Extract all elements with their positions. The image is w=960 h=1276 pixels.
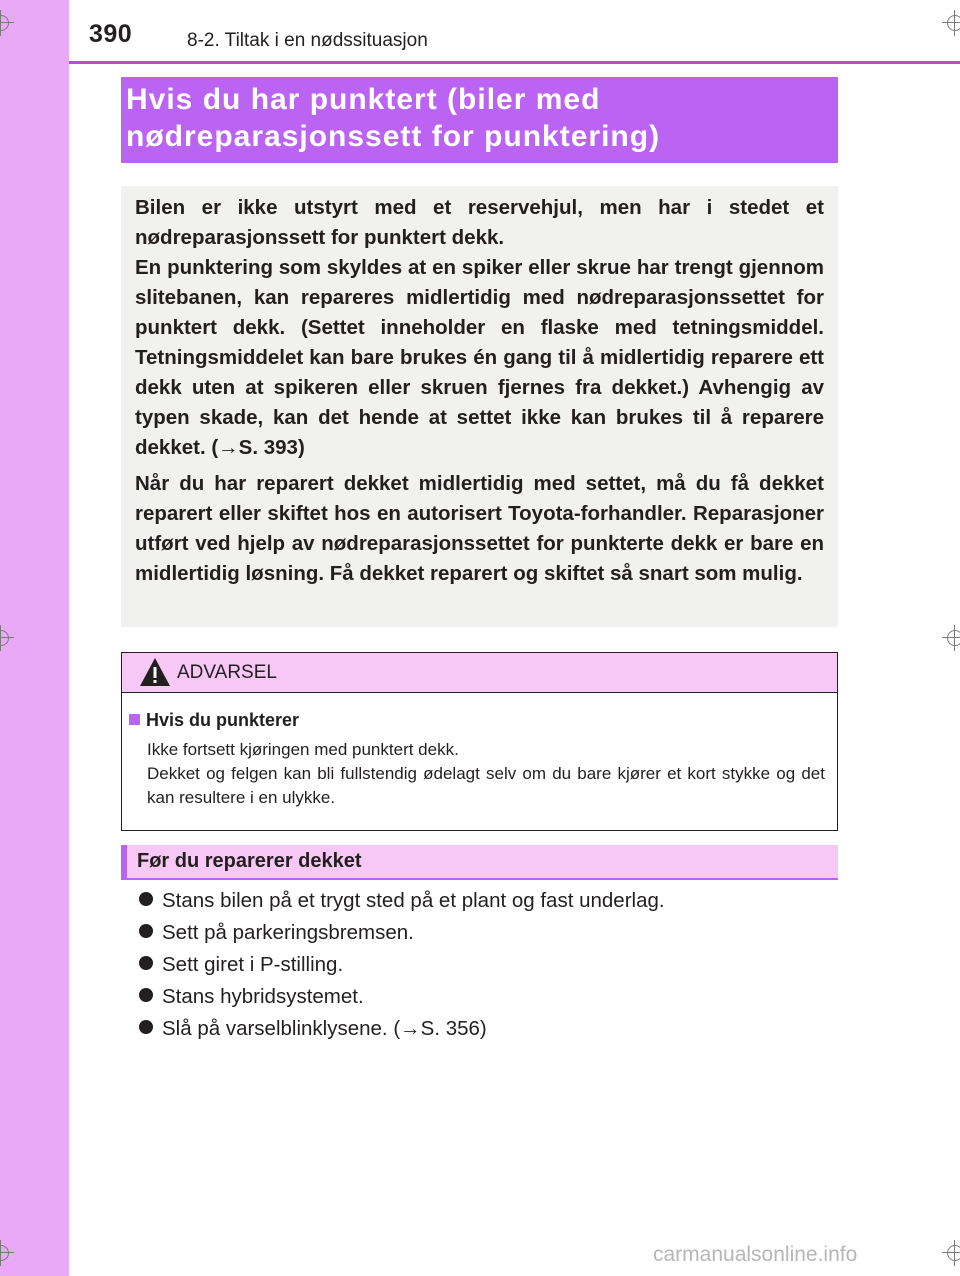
bullet-icon xyxy=(139,924,153,938)
list-item xyxy=(139,921,414,945)
page-title-line-2: nødreparasjonssett for punktering) xyxy=(126,120,661,153)
warning-box xyxy=(121,652,838,831)
bullet-icon xyxy=(139,1020,153,1034)
header-rule xyxy=(69,61,960,64)
list-item-text: Slå på varselblinklysene. (→S. 356) xyxy=(162,1017,487,1040)
before-repair-heading: Før du reparerer dekket xyxy=(137,850,362,872)
page-number: 390 xyxy=(89,20,133,48)
intro-paragraph-2: En punktering som skyldes at en spiker eller skrue har trengt gjennom slitebanen, kan repareres midlertidig med nødreparasjonssettet for punktert dekk. (Settet inneholder en flaske med tetningsmiddel. Tetningsmiddelet kan bare brukes én gang til å midlertidig reparere ett dekk uten at spikeren eller skruen fjernes fra dekket.) Avhengig av typen skade, kan det hende at settet ikke kan brukes til å reparere dekket. (→S. 393) xyxy=(135,256,824,459)
list-item xyxy=(139,889,665,913)
crop-mark-icon xyxy=(0,1240,14,1266)
bullet-icon xyxy=(139,956,153,970)
list-item-text: Sett giret i P-stilling. xyxy=(162,953,344,976)
section-reference: 8-2. Tiltak i en nødssituasjon xyxy=(187,30,428,51)
crop-mark-icon xyxy=(942,1240,960,1266)
square-bullet-icon xyxy=(129,714,140,725)
list-item-text: Stans hybridsystemet. xyxy=(162,985,364,1008)
intro-paragraph-1: Bilen er ikke utstyrt med et reservehjul, men har i stedet et nødreparasjonssett for punktert dekk. xyxy=(135,196,824,249)
crop-mark-icon xyxy=(942,625,960,651)
bullet-icon xyxy=(139,988,153,1002)
bullet-icon xyxy=(139,892,153,906)
warning-body xyxy=(147,738,825,810)
warning-line-2: Dekket og felgen kan bli fullstendig ødelagt selv om du bare kjører et kort stykke og det kan resultere i en ulykke. xyxy=(147,764,825,807)
warning-line-1: Ikke fortsett kjøringen med punktert dekk. xyxy=(147,740,459,759)
crop-mark-icon xyxy=(0,10,14,36)
intro-paragraph-3: Når du har reparert dekket midlertidig med settet, må du få dekket reparert eller skiftet hos en autorisert Toyota-forhandler. Reparasjoner utført ved hjelp av nødreparasjonssettet for punkterte dekk er bare en midlertidig løsning. Få dekket reparert og skiftet så snart som mulig. xyxy=(135,472,824,585)
list-item-text: Stans bilen på et trygt sted på et plant og fast underlag. xyxy=(162,889,665,912)
warning-triangle-icon xyxy=(139,657,171,687)
list-item xyxy=(139,985,364,1009)
crop-mark-icon xyxy=(942,10,960,36)
watermark: carmanualsonline.info xyxy=(653,1243,858,1266)
crop-mark-icon xyxy=(0,625,14,651)
before-repair-heading-bar xyxy=(121,845,838,880)
page-title-line-1: Hvis du har punktert (biler med xyxy=(126,83,601,116)
warning-subheading xyxy=(129,710,299,731)
warning-header xyxy=(122,653,837,693)
list-item xyxy=(139,1017,487,1041)
page-title xyxy=(126,81,826,155)
warning-subheading-text: Hvis du punkterer xyxy=(146,710,300,730)
list-item-text: Sett på parkeringsbremsen. xyxy=(162,921,414,944)
list-item xyxy=(139,953,343,977)
warning-title: ADVARSEL xyxy=(177,662,277,683)
